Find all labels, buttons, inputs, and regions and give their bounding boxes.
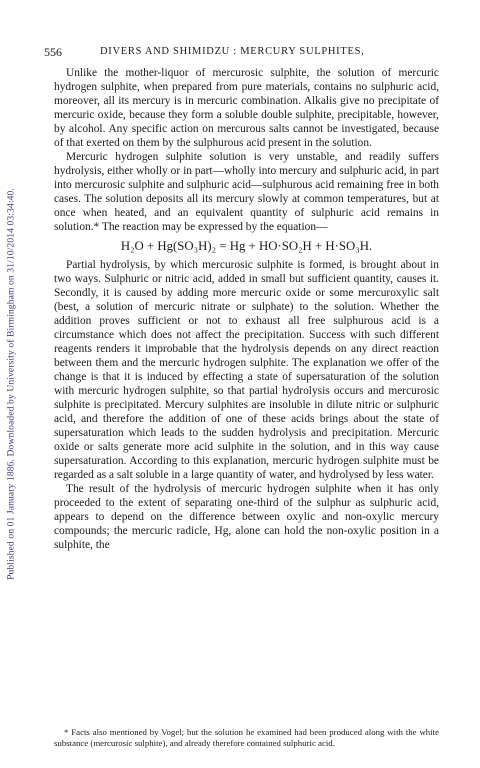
footnote-text: * Facts also mentioned by Vogel; but the solution he examined had been produced along with the white substance (mercurosic sulphite), and already therefore contained sulphuric acid. xyxy=(54,727,439,748)
paragraph-3: Partial hydrolysis, by which mercurosic sulphite is formed, is brought about in two ways. Sulphuric or nitric acid, added in small but sufficient quantity, causes it. Secondly, it is caused by adding more mercuric oxide or some mercuroxylic salt (best, a solution of mercuric nitrate or sulphate) to the solution. Whether the addition proves sufficient or not to exhaust all free sulphurous acid is a circumstance which does not affect the precipitation. Success with such different reagents renders it improbable that the hydrolysis depends on any direct reaction between them and the mercuric hydrogen sulphite. The explanation we offer of the change is that it is induced by effecting a state of supersaturation of the solution with mercuric hydrogen sulphite, so that partial hydrolysis occurs and mercurosic sulphite is precipitated. Mercury sulphites are insoluble in dilute nitric or sulphuric acid, and therefore the addition of one of these acids brings about the state of supersaturation which leads to the sudden hydrolysis and precipitation. Mercuric oxide or salts generate more acid sulphite in the solution, and in this way cause supersaturation. According to this explanation, mercuric hydrogen sulphite must be regarded as a salt soluble in a large quantity of water, and hydrolysed by less water. xyxy=(54,259,439,481)
publication-stamp xyxy=(0,0,22,768)
paragraph-2: Mercuric hydrogen sulphite solution is very unstable, and readily suffers hydrolysis, either wholly or in part—wholly into mercury and sulphuric acid, in part into mercurosic sulphite and sulphuric acid—sulphurous acid remaining free in both cases. The solution deposits all its mercury slowly at common temperatures, but at once when heated, and an equivalent quantity of sulphuric acid remains in solution.* The reaction may be expressed by the equation— xyxy=(54,151,439,233)
publication-stamp-text: Published on 01 January 1886. Downloaded by University of Birmingham on 31/10/2014 03:34:40. xyxy=(5,188,17,580)
footnote xyxy=(54,727,439,749)
paragraph-1: Unlike the mother-liquor of mercurosic sulphite, the solution of mercuric hydrogen sulphite, when prepared from pure materials, contains no sulphuric acid, moreover, all its mercury is in mercuric combination. Alkalis give no precipitate of mercuric oxide, because they form a soluble double sulphite, precipitable, however, by alcohol. Any specific action on mercurous salts cannot be investigated, because of that exerted on them by the sulphurous acid present in the solution. xyxy=(54,67,439,149)
running-head: DIVERS AND SHIMIDZU : MERCURY SULPHITES, xyxy=(100,46,365,57)
body-text xyxy=(54,66,439,552)
page-number: 556 xyxy=(44,45,62,59)
reaction-equation: H₂O + Hg(SO₃H)₂ = Hg + HO·SO₂H + H·SO₃H. xyxy=(120,239,373,253)
page-header xyxy=(44,45,444,59)
paragraph-4: The result of the hydrolysis of mercuric hydrogen sulphite when it has only proceeded to the extent of separating one-third of the sulphur as sulphuric acid, appears to depend on the difference between oxylic and non-oxylic mercury compounds; the mercuric radicle, Hg, alone can hold the non-oxylic position in a sulphite, the xyxy=(54,483,439,551)
